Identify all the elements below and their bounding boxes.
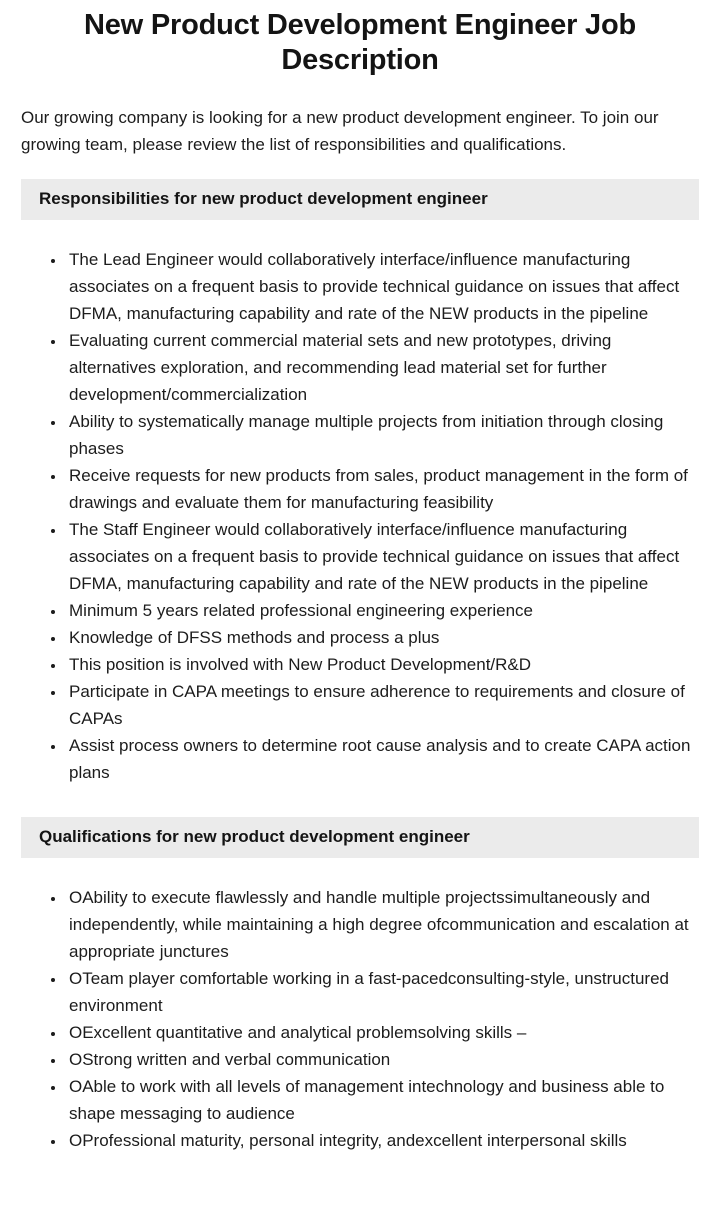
- list-item: • This position is involved with New Product Development/R&D: [66, 651, 699, 678]
- list-item: • Knowledge of DFSS methods and process a plus: [66, 624, 699, 651]
- qualifications-section-heading: Qualifications for new product development engineer: [21, 817, 699, 858]
- list-item: • Participate in CAPA meetings to ensure adherence to requirements and closure of CAPAs: [66, 678, 699, 732]
- list-item: • OExcellent quantitative and analytical problemsolving skills –: [66, 1019, 699, 1046]
- list-item: • Ability to systematically manage multiple projects from initiation through closing phases: [66, 408, 699, 462]
- list-item: • Assist process owners to determine root cause analysis and to create CAPA action plans: [66, 732, 699, 786]
- list-item: • The Lead Engineer would collaboratively interface/influence manufacturing associates on a frequent basis to provide technical guidance on issues that affect DFMA, manufacturing capability and rate of the NEW products in the pipeline: [66, 246, 699, 327]
- responsibilities-section-heading: Responsibilities for new product development engineer: [21, 179, 699, 220]
- intro-paragraph: Our growing company is looking for a new product development engineer. To join our growing team, please review the list of responsibilities and qualifications.: [21, 108, 659, 154]
- qualifications-list: [21, 884, 699, 1154]
- list-item: • Evaluating current commercial material sets and new prototypes, driving alternatives exploration, and recommending lead material set for further development/commercialization: [66, 327, 699, 408]
- list-item: • OProfessional maturity, personal integrity, andexcellent interpersonal skills: [66, 1127, 699, 1154]
- list-item: • Minimum 5 years related professional engineering experience: [66, 597, 699, 624]
- page-title: New Product Development Engineer Job Description: [84, 9, 636, 76]
- list-item: • The Staff Engineer would collaboratively interface/influence manufacturing associates on a frequent basis to provide technical guidance on issues that affect DFMA, manufacturing capability and rate of the NEW products in the pipeline: [66, 516, 699, 597]
- list-item: • Receive requests for new products from sales, product management in the form of drawings and evaluate them for manufacturing feasibility: [66, 462, 699, 516]
- section-responsibilities: [21, 179, 699, 786]
- list-item: • OAble to work with all levels of management intechnology and business able to shape messaging to audience: [66, 1073, 699, 1127]
- section-qualifications: [21, 817, 699, 1154]
- responsibilities-list: [21, 246, 699, 786]
- list-item: • OAbility to execute flawlessly and handle multiple projectssimultaneously and independently, while maintaining a high degree ofcommunication and escalation at appropriate junctures: [66, 884, 699, 965]
- list-item: • OTeam player comfortable working in a fast-pacedconsulting-style, unstructured environment: [66, 965, 699, 1019]
- list-item: • OStrong written and verbal communication: [66, 1046, 699, 1073]
